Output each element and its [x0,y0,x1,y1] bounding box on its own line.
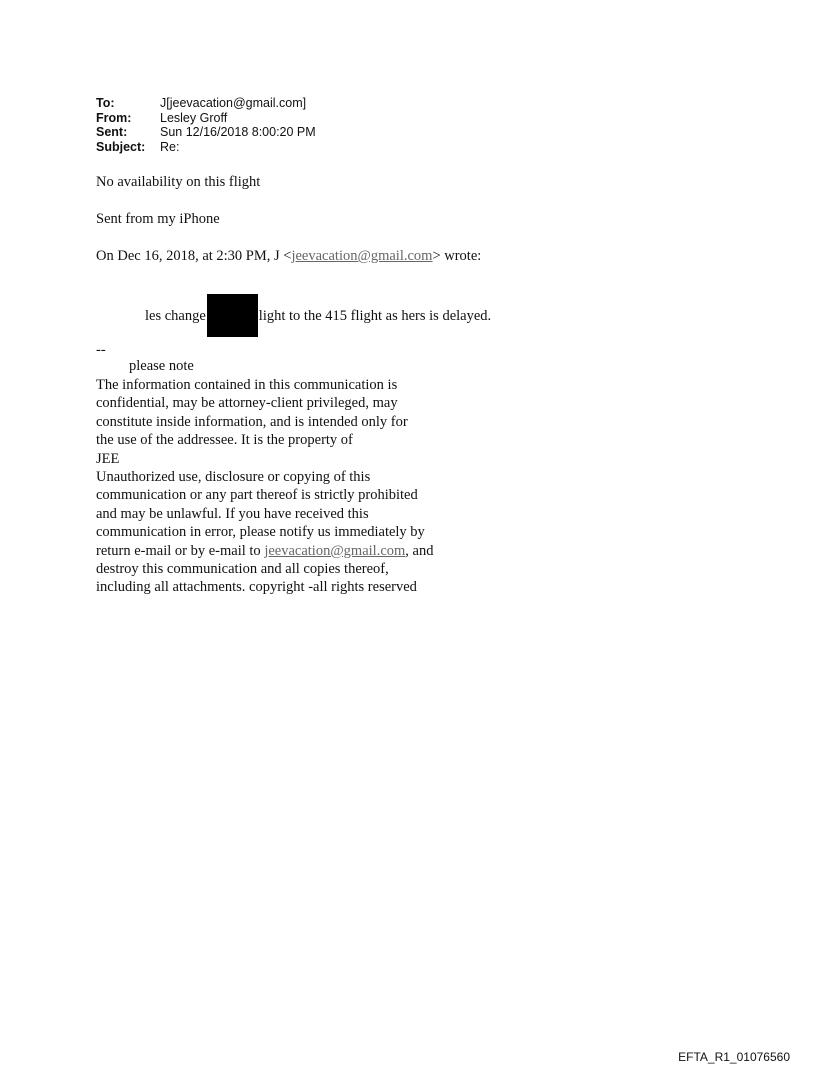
header-sent-row [96,125,316,140]
quote-suffix: > wrote: [432,248,482,264]
quote-prefix: On Dec 16, 2018, at 2:30 PM, J < [96,248,292,264]
disclaimer-separator: -- [96,342,106,358]
quoted-message [145,295,491,338]
disclaimer-line: communication or any part thereof is strictly prohibited [96,487,418,504]
disclaimer-line: including all attachments. copyright -all rights reserved [96,579,417,596]
disclaimer-line: the use of the addressee. It is the property of [96,432,353,449]
disclaimer-block [96,376,433,597]
return-suffix: , and [405,542,434,559]
sent-value: Sun 12/16/2018 8:00:20 PM [160,125,316,139]
body-signature: Sent from my iPhone [96,211,220,227]
sent-label: Sent: [96,125,128,139]
to-label: To: [96,96,115,110]
document-id: EFTA_R1_01076560 [678,1050,790,1064]
disclaimer-line: communication in error, please notify us immediately by [96,524,425,541]
disclaimer-return-line [96,542,433,560]
from-value: Lesley Groff [160,110,228,125]
disclaimer-line: destroy this communication and all copies thereof, [96,561,389,578]
return-prefix: return e-mail or by e-mail to [96,542,265,559]
disclaimer-please-note: please note [129,358,194,374]
disclaimer-line: JEE [96,450,120,467]
header-from-row [96,111,316,126]
disclaimer-line: constitute inside information, and is intended only for [96,413,408,430]
redaction-box [207,294,258,337]
quote-email-link[interactable]: jeevacation@gmail.com [291,248,433,264]
quoted-message-end: light to the 415 flight as hers is delayed. [258,307,492,324]
disclaimer-line: Unauthorized use, disclosure or copying of this [96,469,371,486]
to-value: J[jeevacation@gmail.com] [160,96,307,110]
disclaimer-line: confidential, may be attorney-client privileged, may [96,395,398,412]
quote-attribution [96,248,481,265]
header-to-row [96,96,316,111]
subject-value: Re: [160,139,180,154]
body-line-availability: No availability on this flight [96,174,261,190]
quoted-message-start: les change [145,307,206,324]
header-subject-row [96,140,316,155]
subject-label: Subject: [96,139,146,154]
disclaimer-line: and may be unlawful. If you have received this [96,505,369,522]
email-header [96,96,316,154]
return-email-link[interactable]: jeevacation@gmail.com [264,542,406,559]
disclaimer-line: The information contained in this communication is [96,377,398,393]
from-label: From: [96,110,132,125]
